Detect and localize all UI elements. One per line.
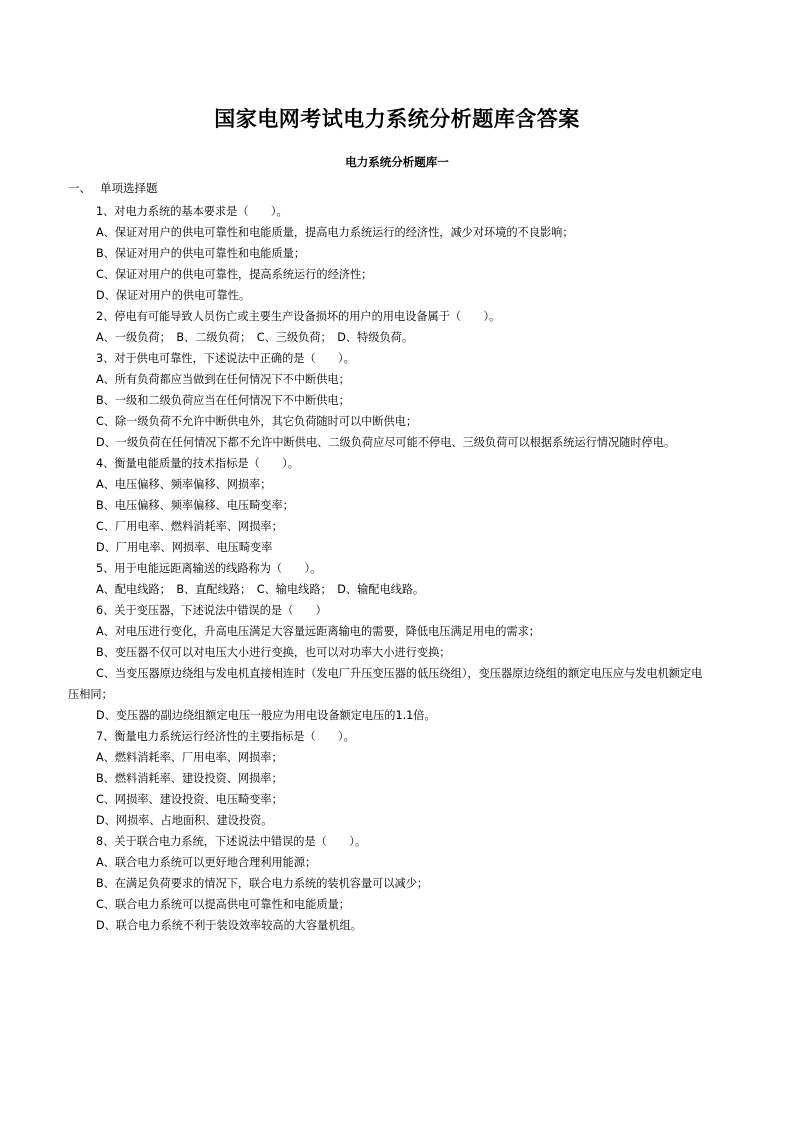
question-line: D、联合电力系统不利于装设效率较高的大容量机组。 bbox=[96, 919, 362, 932]
question-line: 8、关于联合电力系统，下述说法中错误的是（ ）。 bbox=[96, 835, 367, 848]
question-line: 7、衡量电力系统运行经济性的主要指标是（ ）。 bbox=[96, 730, 355, 743]
question-line: A、一级负荷； B、二级负荷； C、三级负荷； D、特级负荷。 bbox=[96, 331, 414, 344]
question-line: D、保证对用户的供电可靠性。 bbox=[96, 289, 251, 302]
question-line: A、配电线路； B、直配线路； C、输电线路； D、输配电线路。 bbox=[96, 583, 425, 596]
question-line: 3、对于供电可靠性，下述说法中正确的是（ ）。 bbox=[96, 352, 355, 365]
question-line: B、变压器不仅可以对电压大小进行变换，也可以对功率大小进行变换； bbox=[96, 646, 451, 659]
question-line: 1、对电力系统的基本要求是（ ）。 bbox=[96, 205, 288, 218]
question-line: 6、关于变压器，下述说法中错误的是（ ） bbox=[96, 604, 327, 617]
question-line: A、电压偏移、频率偏移、网损率； bbox=[96, 478, 272, 491]
question-line: D、一级负荷在任何情况下都不允许中断供电、二级负荷应尽可能不停电、三级负荷可以根据系统运行情况随时停电。 bbox=[96, 436, 676, 449]
question-line: A、燃料消耗率、厂用电率、网损率； bbox=[96, 751, 283, 764]
question-line: C、厂用电率、燃料消耗率、网损率； bbox=[96, 520, 283, 533]
question-line: C、保证对用户的供电可靠性，提高系统运行的经济性； bbox=[96, 268, 373, 281]
question-line: C、当变压器原边绕组与发电机直接相连时（发电厂升压变压器的低压绕组），变压器原边绕组的额定电压应与发电机额定电 bbox=[96, 667, 703, 680]
document-subtitle: 电力系统分析题库一 bbox=[345, 155, 449, 169]
question-line: B、在满足负荷要求的情况下，联合电力系统的装机容量可以减少； bbox=[96, 877, 429, 890]
question-line: C、除一级负荷不允许中断供电外，其它负荷随时可以中断供电； bbox=[96, 415, 418, 428]
question-list bbox=[68, 201, 736, 936]
question-line: B、保证对用户的供电可靠性和电能质量； bbox=[96, 247, 306, 260]
question-line: C、联合电力系统可以提高供电可靠性和电能质量； bbox=[96, 898, 350, 911]
question-line: 4、衡量电能质量的技术指标是（ ）。 bbox=[96, 457, 299, 470]
question-line: C、网损率、建设投资、电压畸变率； bbox=[96, 793, 283, 806]
question-line: B、燃料消耗率、建设投资、网损率； bbox=[96, 772, 283, 785]
question-line: 5、用于电能远距离输送的线路称为（ ）。 bbox=[96, 562, 322, 575]
question-line: A、联合电力系统可以更好地合理利用能源； bbox=[96, 856, 317, 869]
section-label: 单项选择题 bbox=[100, 181, 158, 195]
section-number: 一、 bbox=[68, 181, 91, 195]
question-line: A、保证对用户的供电可靠性和电能质量，提高电力系统运行的经济性，减少对环境的不良影响； bbox=[96, 226, 574, 239]
question-line: D、变压器的副边绕组额定电压一般应为用电设备额定电压的1.1倍。 bbox=[96, 709, 436, 722]
question-line: B、电压偏移、频率偏移、电压畸变率； bbox=[96, 499, 294, 512]
question-line: D、厂用电率、网损率、电压畸变率 bbox=[96, 541, 273, 554]
section-heading bbox=[68, 180, 158, 196]
question-line: 2、停电有可能导致人员伤亡或主要生产设备损坏的用户的用电设备属于（ ）。 bbox=[96, 310, 501, 323]
question-line: A、对电压进行变化，升高电压满足大容量远距离输电的需要，降低电压满足用电的需求； bbox=[96, 625, 540, 638]
question-line-continued: 压相同； bbox=[68, 688, 113, 701]
question-line: A、所有负荷都应当做到在任何情况下不中断供电； bbox=[96, 373, 350, 386]
question-line: D、网损率、占地面积、建设投资。 bbox=[96, 814, 273, 827]
question-line: B、一级和二级负荷应当在任何情况下不中断供电； bbox=[96, 394, 350, 407]
document-title: 国家电网考试电力系统分析题库含答案 bbox=[214, 106, 580, 131]
